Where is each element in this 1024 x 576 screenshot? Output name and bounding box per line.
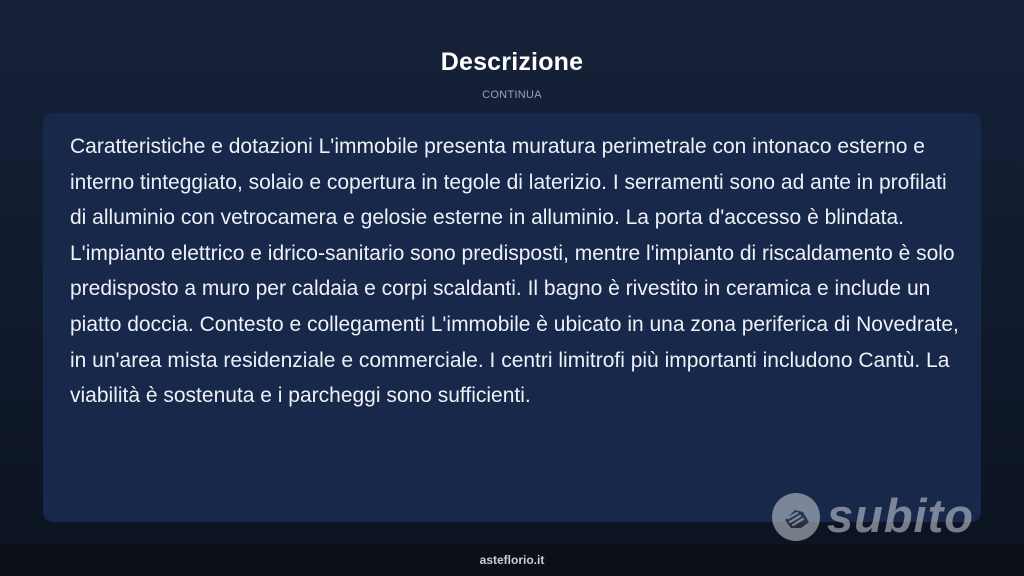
page-subtitle: CONTINUA [482,89,542,101]
footer-source: asteflorio.it [479,553,545,567]
description-text: Caratteristiche e dotazioni L'immobile presenta muratura perimetrale con intonaco esterno e interno tinteggiato, solaio e copertura in tegole di laterizio. I serramenti sono ad ante in profilati di alluminio con vetrocamera e gelosie esterne in alluminio. La porta d'accesso è blindata. L'impianto elettrico e idrico-sanitario sono predisposti, mentre l'impianto di riscaldamento è solo predisposto a muro per caldaia e corpi scaldanti. Il bagno è rivestito in ceramica e include un piatto doccia. Contesto e collegamenti L'immobile è ubicato in una zona periferica di Novedrate, in un'area mista residenziale e commerciale. I centri limitrofi più importanti includono Cantù. La viabilità è sostenuta e i parcheggi sono sufficienti. [70,135,959,408]
description-card [43,113,981,522]
subito-watermark [771,490,976,546]
subito-logo-icon [771,492,821,542]
page-title: Descrizione [440,48,584,76]
subito-wordmark: subito [827,489,974,542]
